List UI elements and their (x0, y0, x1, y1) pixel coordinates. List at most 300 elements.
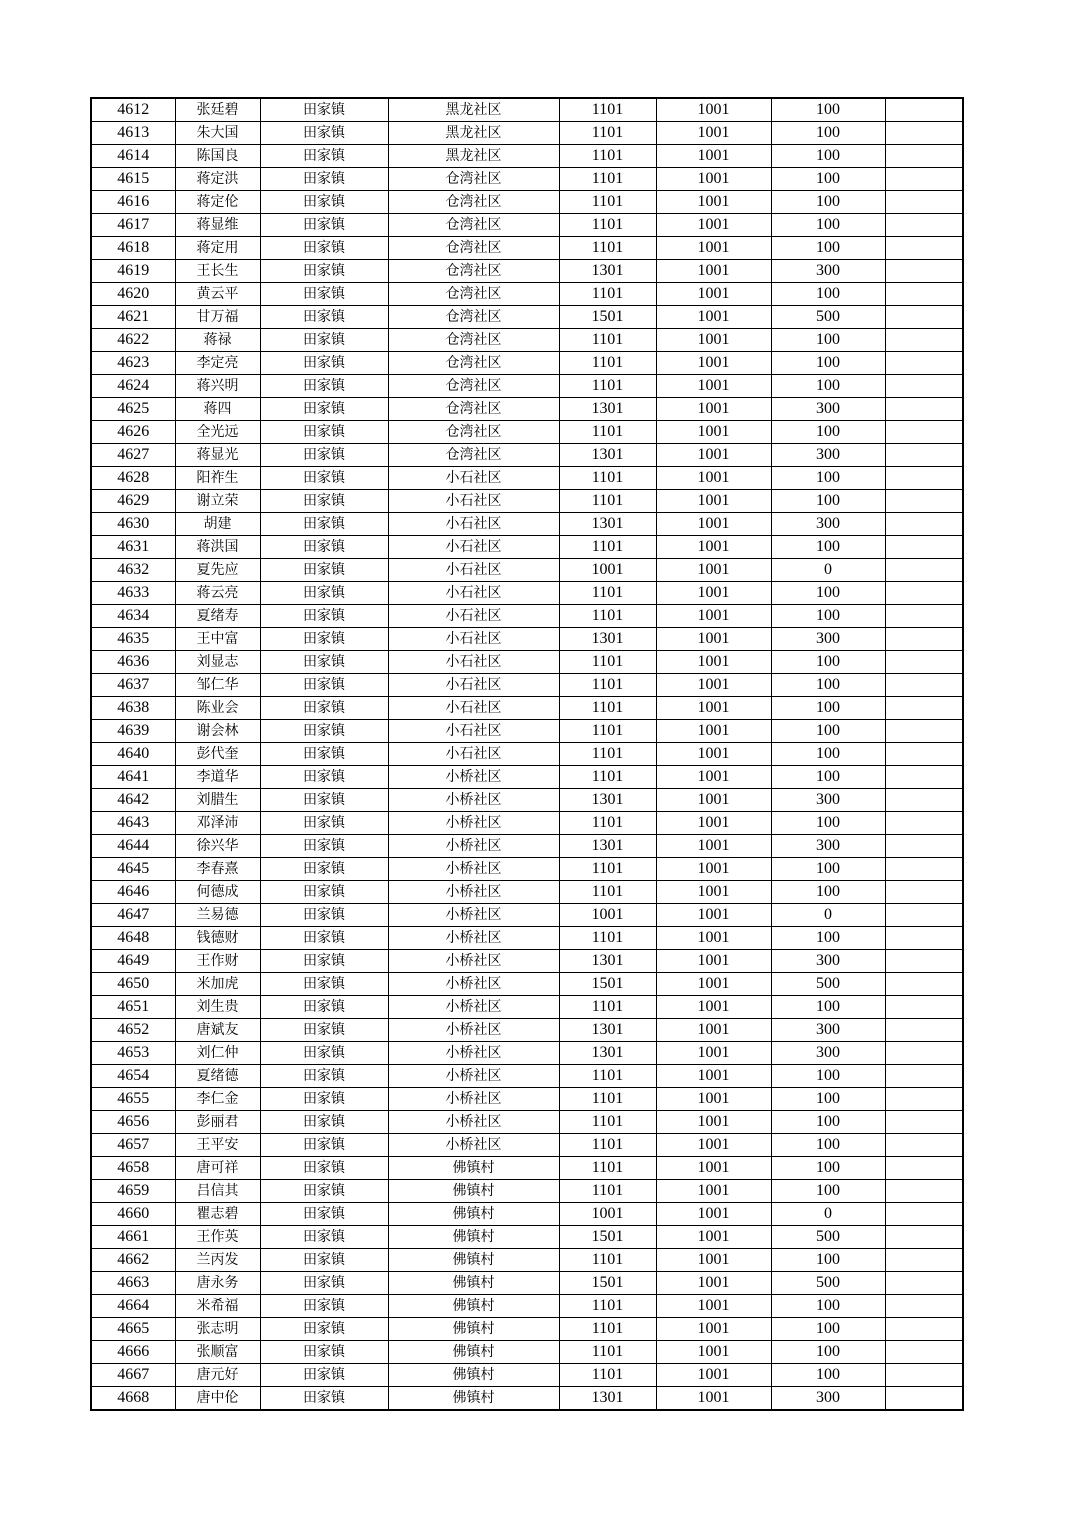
remark-cell (885, 513, 963, 536)
community-cell: 小石社区 (388, 582, 559, 605)
community-cell: 黑龙社区 (388, 98, 559, 122)
amount-cell: 100 (771, 1088, 885, 1111)
serial-number-cell: 4659 (91, 1180, 175, 1203)
town-cell: 田家镇 (260, 283, 388, 306)
code-b-cell: 1001 (656, 98, 771, 122)
town-cell: 田家镇 (260, 858, 388, 881)
code-b-cell: 1001 (656, 1042, 771, 1065)
amount-cell: 100 (771, 674, 885, 697)
remark-cell (885, 375, 963, 398)
remark-cell (885, 674, 963, 697)
remark-cell (885, 766, 963, 789)
remark-cell (885, 1295, 963, 1318)
code-a-cell: 1101 (559, 1341, 656, 1364)
amount-cell: 100 (771, 1180, 885, 1203)
name-cell: 张廷碧 (175, 98, 260, 122)
name-cell: 蒋定伦 (175, 191, 260, 214)
remark-cell (885, 306, 963, 329)
table-row (91, 283, 963, 306)
name-cell: 谢会林 (175, 720, 260, 743)
town-cell: 田家镇 (260, 398, 388, 421)
town-cell: 田家镇 (260, 720, 388, 743)
amount-cell: 100 (771, 927, 885, 950)
code-b-cell: 1001 (656, 513, 771, 536)
amount-cell: 100 (771, 582, 885, 605)
community-cell: 佛镇村 (388, 1387, 559, 1411)
code-a-cell: 1101 (559, 1318, 656, 1341)
serial-number-cell: 4646 (91, 881, 175, 904)
community-cell: 小桥社区 (388, 1134, 559, 1157)
remark-cell (885, 329, 963, 352)
code-a-cell: 1101 (559, 98, 656, 122)
remark-cell (885, 927, 963, 950)
remark-cell (885, 1111, 963, 1134)
table-row (91, 260, 963, 283)
remark-cell (885, 904, 963, 927)
amount-cell: 100 (771, 168, 885, 191)
code-b-cell: 1001 (656, 536, 771, 559)
table-row (91, 927, 963, 950)
code-a-cell: 1101 (559, 1180, 656, 1203)
table-row (91, 812, 963, 835)
community-cell: 小石社区 (388, 651, 559, 674)
table-row (91, 628, 963, 651)
code-b-cell: 1001 (656, 1019, 771, 1042)
community-cell: 黑龙社区 (388, 145, 559, 168)
community-cell: 小桥社区 (388, 996, 559, 1019)
serial-number-cell: 4641 (91, 766, 175, 789)
code-b-cell: 1001 (656, 214, 771, 237)
community-cell: 仓湾社区 (388, 260, 559, 283)
community-cell: 小石社区 (388, 720, 559, 743)
serial-number-cell: 4616 (91, 191, 175, 214)
name-cell: 李定亮 (175, 352, 260, 375)
table-row (91, 835, 963, 858)
amount-cell: 0 (771, 559, 885, 582)
remark-cell (885, 720, 963, 743)
serial-number-cell: 4617 (91, 214, 175, 237)
amount-cell: 300 (771, 398, 885, 421)
table-row (91, 1157, 963, 1180)
remark-cell (885, 1157, 963, 1180)
serial-number-cell: 4666 (91, 1341, 175, 1364)
name-cell: 陈国良 (175, 145, 260, 168)
remark-cell (885, 398, 963, 421)
amount-cell: 100 (771, 605, 885, 628)
serial-number-cell: 4631 (91, 536, 175, 559)
code-a-cell: 1101 (559, 145, 656, 168)
remark-cell (885, 260, 963, 283)
code-b-cell: 1001 (656, 1111, 771, 1134)
table-row (91, 1111, 963, 1134)
table-row (91, 766, 963, 789)
serial-number-cell: 4650 (91, 973, 175, 996)
town-cell: 田家镇 (260, 1295, 388, 1318)
name-cell: 夏绪德 (175, 1065, 260, 1088)
name-cell: 徐兴华 (175, 835, 260, 858)
community-cell: 佛镇村 (388, 1341, 559, 1364)
table-row (91, 973, 963, 996)
remark-cell (885, 214, 963, 237)
serial-number-cell: 4648 (91, 927, 175, 950)
code-b-cell: 1001 (656, 398, 771, 421)
community-cell: 仓湾社区 (388, 421, 559, 444)
amount-cell: 100 (771, 145, 885, 168)
remark-cell (885, 490, 963, 513)
code-b-cell: 1001 (656, 743, 771, 766)
code-a-cell: 1101 (559, 536, 656, 559)
table-row (91, 1203, 963, 1226)
table-row (91, 145, 963, 168)
town-cell: 田家镇 (260, 789, 388, 812)
table-row (91, 559, 963, 582)
code-a-cell: 1001 (559, 559, 656, 582)
town-cell: 田家镇 (260, 352, 388, 375)
table-row (91, 513, 963, 536)
amount-cell: 100 (771, 651, 885, 674)
town-cell: 田家镇 (260, 1226, 388, 1249)
table-row (91, 881, 963, 904)
code-b-cell: 1001 (656, 122, 771, 145)
community-cell: 佛镇村 (388, 1272, 559, 1295)
code-a-cell: 1101 (559, 1364, 656, 1387)
code-b-cell: 1001 (656, 674, 771, 697)
community-cell: 小桥社区 (388, 1111, 559, 1134)
code-a-cell: 1101 (559, 329, 656, 352)
name-cell: 蒋兴明 (175, 375, 260, 398)
remark-cell (885, 1065, 963, 1088)
serial-number-cell: 4628 (91, 467, 175, 490)
community-cell: 小石社区 (388, 536, 559, 559)
name-cell: 何德成 (175, 881, 260, 904)
code-a-cell: 1301 (559, 444, 656, 467)
remark-cell (885, 1203, 963, 1226)
code-b-cell: 1001 (656, 582, 771, 605)
town-cell: 田家镇 (260, 559, 388, 582)
serial-number-cell: 4653 (91, 1042, 175, 1065)
amount-cell: 100 (771, 191, 885, 214)
town-cell: 田家镇 (260, 1364, 388, 1387)
amount-cell: 300 (771, 444, 885, 467)
community-cell: 小桥社区 (388, 927, 559, 950)
amount-cell: 100 (771, 766, 885, 789)
table-row (91, 1180, 963, 1203)
code-b-cell: 1001 (656, 766, 771, 789)
code-b-cell: 1001 (656, 904, 771, 927)
serial-number-cell: 4626 (91, 421, 175, 444)
code-a-cell: 1101 (559, 1157, 656, 1180)
remark-cell (885, 1318, 963, 1341)
town-cell: 田家镇 (260, 467, 388, 490)
remark-cell (885, 1272, 963, 1295)
serial-number-cell: 4657 (91, 1134, 175, 1157)
code-b-cell: 1001 (656, 559, 771, 582)
table-row (91, 605, 963, 628)
remark-cell (885, 145, 963, 168)
table-row (91, 237, 963, 260)
amount-cell: 500 (771, 1272, 885, 1295)
code-b-cell: 1001 (656, 1203, 771, 1226)
code-b-cell: 1001 (656, 697, 771, 720)
table-row (91, 1249, 963, 1272)
serial-number-cell: 4668 (91, 1387, 175, 1411)
table-row (91, 398, 963, 421)
code-a-cell: 1101 (559, 352, 656, 375)
table-row (91, 1065, 963, 1088)
name-cell: 吕信其 (175, 1180, 260, 1203)
code-b-cell: 1001 (656, 444, 771, 467)
community-cell: 仓湾社区 (388, 214, 559, 237)
serial-number-cell: 4637 (91, 674, 175, 697)
amount-cell: 0 (771, 1203, 885, 1226)
table-row (91, 996, 963, 1019)
amount-cell: 100 (771, 283, 885, 306)
town-cell: 田家镇 (260, 766, 388, 789)
code-a-cell: 1101 (559, 490, 656, 513)
code-b-cell: 1001 (656, 881, 771, 904)
code-b-cell: 1001 (656, 628, 771, 651)
code-b-cell: 1001 (656, 1134, 771, 1157)
remark-cell (885, 352, 963, 375)
name-cell: 胡建 (175, 513, 260, 536)
town-cell: 田家镇 (260, 1042, 388, 1065)
community-cell: 小石社区 (388, 628, 559, 651)
code-b-cell: 1001 (656, 950, 771, 973)
amount-cell: 500 (771, 973, 885, 996)
code-a-cell: 1101 (559, 375, 656, 398)
name-cell: 李仁金 (175, 1088, 260, 1111)
code-a-cell: 1301 (559, 1042, 656, 1065)
name-cell: 王作财 (175, 950, 260, 973)
serial-number-cell: 4647 (91, 904, 175, 927)
name-cell: 李春熹 (175, 858, 260, 881)
remark-cell (885, 950, 963, 973)
table-row (91, 1387, 963, 1411)
serial-number-cell: 4627 (91, 444, 175, 467)
community-cell: 佛镇村 (388, 1180, 559, 1203)
amount-cell: 300 (771, 789, 885, 812)
community-cell: 仓湾社区 (388, 375, 559, 398)
community-cell: 小桥社区 (388, 904, 559, 927)
code-a-cell: 1301 (559, 628, 656, 651)
name-cell: 阳祚生 (175, 467, 260, 490)
amount-cell: 100 (771, 1295, 885, 1318)
code-b-cell: 1001 (656, 1272, 771, 1295)
name-cell: 李道华 (175, 766, 260, 789)
town-cell: 田家镇 (260, 628, 388, 651)
code-b-cell: 1001 (656, 352, 771, 375)
community-cell: 小石社区 (388, 559, 559, 582)
remark-cell (885, 421, 963, 444)
name-cell: 唐元好 (175, 1364, 260, 1387)
serial-number-cell: 4644 (91, 835, 175, 858)
table-row (91, 1318, 963, 1341)
community-cell: 小桥社区 (388, 950, 559, 973)
amount-cell: 100 (771, 812, 885, 835)
community-cell: 小桥社区 (388, 789, 559, 812)
code-b-cell: 1001 (656, 375, 771, 398)
table-row (91, 1272, 963, 1295)
amount-cell: 300 (771, 513, 885, 536)
name-cell: 全光远 (175, 421, 260, 444)
code-a-cell: 1101 (559, 927, 656, 950)
town-cell: 田家镇 (260, 1088, 388, 1111)
code-a-cell: 1301 (559, 260, 656, 283)
table-row (91, 950, 963, 973)
community-cell: 小桥社区 (388, 858, 559, 881)
town-cell: 田家镇 (260, 1134, 388, 1157)
serial-number-cell: 4613 (91, 122, 175, 145)
code-b-cell: 1001 (656, 605, 771, 628)
code-a-cell: 1101 (559, 237, 656, 260)
code-a-cell: 1101 (559, 1111, 656, 1134)
code-a-cell: 1101 (559, 283, 656, 306)
name-cell: 米希福 (175, 1295, 260, 1318)
amount-cell: 100 (771, 1157, 885, 1180)
community-cell: 黑龙社区 (388, 122, 559, 145)
town-cell: 田家镇 (260, 98, 388, 122)
town-cell: 田家镇 (260, 214, 388, 237)
code-a-cell: 1001 (559, 904, 656, 927)
remark-cell (885, 582, 963, 605)
code-a-cell: 1501 (559, 1272, 656, 1295)
code-a-cell: 1101 (559, 1249, 656, 1272)
code-a-cell: 1101 (559, 1088, 656, 1111)
code-b-cell: 1001 (656, 835, 771, 858)
code-a-cell: 1101 (559, 858, 656, 881)
town-cell: 田家镇 (260, 329, 388, 352)
town-cell: 田家镇 (260, 1249, 388, 1272)
town-cell: 田家镇 (260, 1318, 388, 1341)
town-cell: 田家镇 (260, 306, 388, 329)
town-cell: 田家镇 (260, 950, 388, 973)
amount-cell: 0 (771, 904, 885, 927)
town-cell: 田家镇 (260, 444, 388, 467)
table-row (91, 1088, 963, 1111)
town-cell: 田家镇 (260, 674, 388, 697)
amount-cell: 100 (771, 697, 885, 720)
town-cell: 田家镇 (260, 237, 388, 260)
town-cell: 田家镇 (260, 605, 388, 628)
town-cell: 田家镇 (260, 145, 388, 168)
remark-cell (885, 168, 963, 191)
code-a-cell: 1101 (559, 674, 656, 697)
code-a-cell: 1101 (559, 467, 656, 490)
community-cell: 小桥社区 (388, 1042, 559, 1065)
code-a-cell: 1101 (559, 1065, 656, 1088)
data-table (90, 97, 964, 1411)
serial-number-cell: 4649 (91, 950, 175, 973)
remark-cell (885, 191, 963, 214)
remark-cell (885, 789, 963, 812)
table-row (91, 858, 963, 881)
community-cell: 小桥社区 (388, 1019, 559, 1042)
name-cell: 唐可祥 (175, 1157, 260, 1180)
table-row (91, 306, 963, 329)
name-cell: 蒋四 (175, 398, 260, 421)
name-cell: 邓泽沛 (175, 812, 260, 835)
serial-number-cell: 4639 (91, 720, 175, 743)
code-b-cell: 1001 (656, 1088, 771, 1111)
serial-number-cell: 4633 (91, 582, 175, 605)
name-cell: 钱德财 (175, 927, 260, 950)
serial-number-cell: 4651 (91, 996, 175, 1019)
code-b-cell: 1001 (656, 927, 771, 950)
name-cell: 兰丙发 (175, 1249, 260, 1272)
serial-number-cell: 4632 (91, 559, 175, 582)
name-cell: 刘显志 (175, 651, 260, 674)
code-b-cell: 1001 (656, 812, 771, 835)
serial-number-cell: 4645 (91, 858, 175, 881)
code-a-cell: 1001 (559, 1203, 656, 1226)
amount-cell: 100 (771, 490, 885, 513)
table-row (91, 421, 963, 444)
remark-cell (885, 1180, 963, 1203)
table-row (91, 467, 963, 490)
remark-cell (885, 973, 963, 996)
name-cell: 蒋洪国 (175, 536, 260, 559)
town-cell: 田家镇 (260, 1272, 388, 1295)
name-cell: 王中富 (175, 628, 260, 651)
code-b-cell: 1001 (656, 789, 771, 812)
amount-cell: 300 (771, 260, 885, 283)
community-cell: 佛镇村 (388, 1226, 559, 1249)
name-cell: 蒋定洪 (175, 168, 260, 191)
town-cell: 田家镇 (260, 812, 388, 835)
amount-cell: 100 (771, 996, 885, 1019)
amount-cell: 100 (771, 214, 885, 237)
amount-cell: 300 (771, 1387, 885, 1411)
name-cell: 王长生 (175, 260, 260, 283)
name-cell: 黄云平 (175, 283, 260, 306)
community-cell: 小桥社区 (388, 835, 559, 858)
code-b-cell: 1001 (656, 1364, 771, 1387)
code-b-cell: 1001 (656, 283, 771, 306)
name-cell: 陈业会 (175, 697, 260, 720)
code-a-cell: 1101 (559, 122, 656, 145)
serial-number-cell: 4661 (91, 1226, 175, 1249)
code-a-cell: 1101 (559, 605, 656, 628)
code-b-cell: 1001 (656, 1157, 771, 1180)
serial-number-cell: 4612 (91, 98, 175, 122)
table-row (91, 1295, 963, 1318)
community-cell: 小石社区 (388, 674, 559, 697)
town-cell: 田家镇 (260, 168, 388, 191)
serial-number-cell: 4634 (91, 605, 175, 628)
remark-cell (885, 996, 963, 1019)
name-cell: 蒋禄 (175, 329, 260, 352)
serial-number-cell: 4662 (91, 1249, 175, 1272)
town-cell: 田家镇 (260, 996, 388, 1019)
town-cell: 田家镇 (260, 191, 388, 214)
remark-cell (885, 559, 963, 582)
remark-cell (885, 1226, 963, 1249)
table-row (91, 1364, 963, 1387)
amount-cell: 100 (771, 1249, 885, 1272)
code-a-cell: 1501 (559, 973, 656, 996)
amount-cell: 100 (771, 1065, 885, 1088)
town-cell: 田家镇 (260, 835, 388, 858)
code-b-cell: 1001 (656, 191, 771, 214)
remark-cell (885, 812, 963, 835)
table-row (91, 1226, 963, 1249)
community-cell: 小桥社区 (388, 973, 559, 996)
community-cell: 仓湾社区 (388, 352, 559, 375)
name-cell: 王作英 (175, 1226, 260, 1249)
table-row (91, 352, 963, 375)
community-cell: 仓湾社区 (388, 398, 559, 421)
serial-number-cell: 4638 (91, 697, 175, 720)
